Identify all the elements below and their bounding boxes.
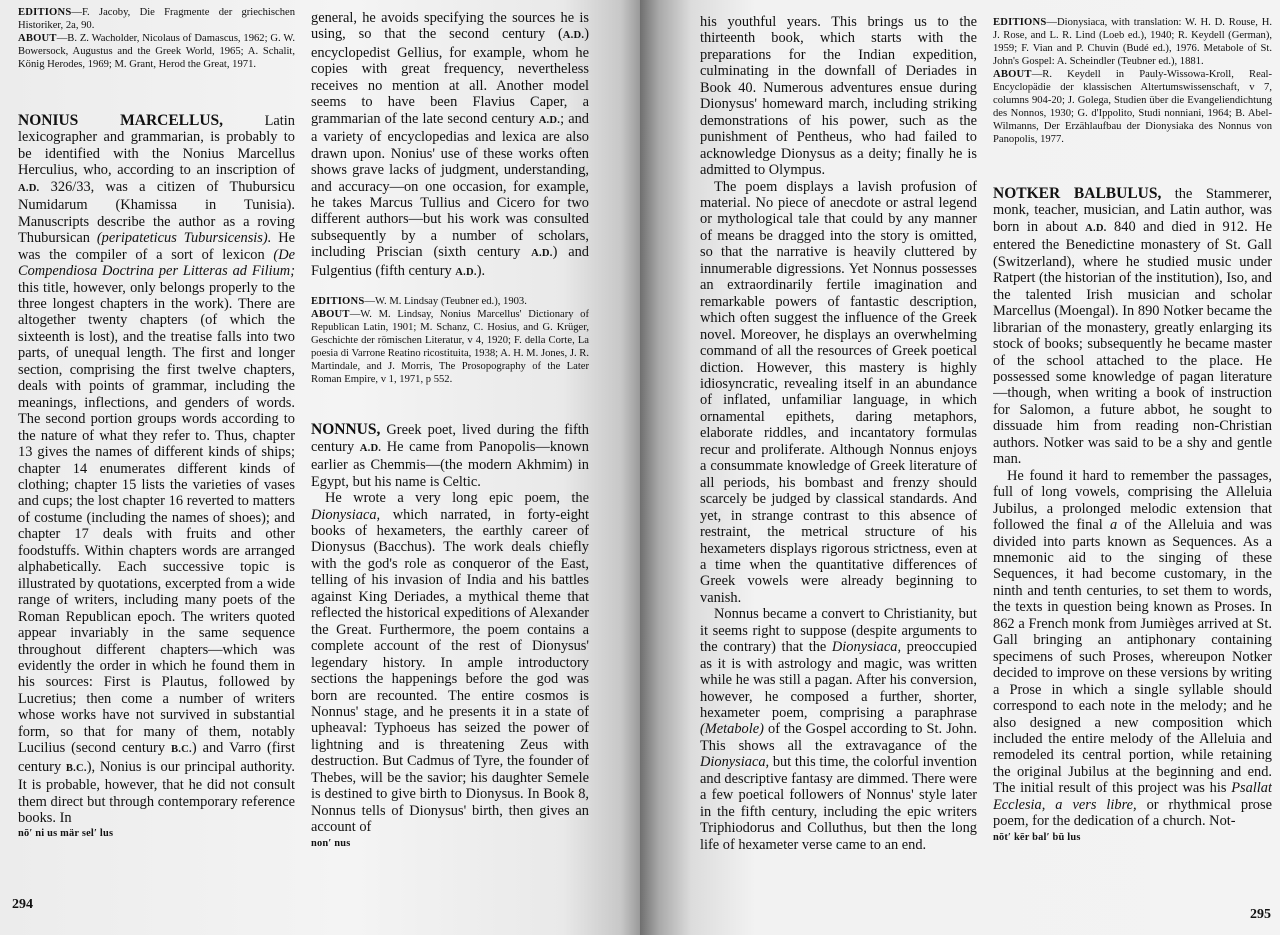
era-abbrev: A.D.: [455, 266, 477, 278]
text-run: or rhythmical prose poem, for the dedication of a church. Not-: [993, 796, 1272, 830]
bibliography-herod: [18, 6, 295, 71]
bibliography-editions: [993, 16, 1272, 68]
bibliography-editions: [311, 295, 589, 308]
era-abbrev: A.D.: [359, 442, 382, 454]
editions-label: EDITIONS: [311, 296, 365, 308]
text-run: He was the compiler of a sort of lexicon: [18, 230, 295, 263]
paragraph: The poem displays a lavish profusion of material. No piece of anecdote or astral legend or mythological tale that could by any manner of means be dragged into the story is omitted, so that the narrative is heavily cluttered by innumerable digressions. Yet Nonnus possesses an extraordinarily fertile imagination and remarkable powers of fantastic description, which often suggest the influence of the Greek novel. Moreover, he displays an overwhelming command of all the resources of Greek poetical diction. However, this mastery is highly idiosyncratic, revealing itself in an abundance of inflated, unfamiliar language, in which ornamental epithets, daring metaphors, elaborate riddles, and incantatory formulas recur and proliferate. Although Nonnus enjoys a consummate knowledge of Greek literature of all periods, his bombast and frenzy should scarcely be judged by classical standards. And yet, in strange contrast to this absence of restraint, the metrical structure of his hexameters displays rigorous strictness, even at a time when the quantitative differences of Greek vowels were already beginning to vanish.: [700, 178, 977, 606]
text-run: this title, however, only belongs properly to the three longest chapters in the work). There are altogether twenty chapters (of which the sixteenth is lost), and the treatise falls into two parts, of unequal length. The first and longer section, comprising the first twelve chapters, deals with points of grammar, including the meanings, inflections, and genders of words. The second portion groups words according to the nature of what they refer to. Thus, chapter 13 gives the names of different kinds of ships; chapter 14 enumerates different kinds of clothing; chapter 15 lists the varieties of vases and cups; the lost chapter 16 reverted to matters of costume (including the names of shoes); and chapter 17 deals with fruits and other foodstuffs. Within chapters words are arranged alphabetically. Each successive topic is illustrated by quotations, excerpted from a wide range of writers, including many poets of the Roman Republican epoch. The writers quoted appear invariably in the same sequence throughout different chapters—which was evidently the order in which he found them in his sources: First is Plautus, followed by Lucretius; then come a number of writers whose works have not survived in substantial form, so that for many of them, notably Lucilius (second century: [18, 279, 295, 757]
text-run: 840 and died in 912. He entered the Benedictine monastery of St. Gall (Switzerland), where he studied music under Ratpert (the historian of the institution), Iso, and the talented Irish musician and scholar Marcellus (Moengal). In 890 Notker became the librarian of the monastery, greatly enlarging its stock of books; subsequently he became master of the school attached to the place. He possessed some knowledge of pagan literature—though, when writing a book of instruction for Salomon, a future abbot, he sought to dissuade him from reading non-Christian authors. Notker was said to be a shy and gentle man.: [993, 218, 1272, 468]
editions-label: EDITIONS: [18, 7, 72, 18]
text-run: general, he avoids specifying the sources he is using, so that the second century (: [311, 10, 589, 43]
bibliography-nonius: [311, 295, 589, 386]
column-1: [18, 0, 295, 843]
bibliography-editions: [18, 6, 295, 32]
text-run: preoccupied as it is with astrology and magic, was written while he was still a pagan. After his conversion, however, he composed a further, shorter, hexameter poem, comprising a paraphrase: [700, 639, 977, 722]
text-run: He came from Panopolis—known earlier as Chemmis—(the modern Akhmim) in Egypt, but his name is Celtic.: [311, 438, 589, 490]
era-abbrev: A.D.: [531, 248, 553, 260]
era-abbrev: A.D.: [18, 182, 40, 194]
italic-title: Dionysiaca,: [700, 754, 770, 771]
entry-nonius-marcellus: [18, 113, 295, 843]
italic-title: (De Compendiosa Doctrina per Litteras ad Filium;: [18, 246, 295, 280]
era-abbrev: A.D.: [1085, 222, 1107, 234]
text-run: ; and a variety of encyclopedias and lexica are also drawn upon. Nonius' use of these works often shows grave lacks of judgment, understanding, and accuracy—on one occasion, for example, he takes Marcus Tullius and Cicero for two different authors—but his work was consulted subsequently by a number of scholars, including Priscian (sixth century: [311, 110, 589, 261]
page-number: 295: [1250, 907, 1271, 922]
paragraph: [700, 606, 977, 853]
editions-label: EDITIONS: [993, 17, 1047, 28]
text-run: ) and Fulgentius (fifth century: [311, 244, 589, 279]
right-page: [640, 0, 1280, 935]
text-run: which narrated, in forty-eight books of hexameters, the earthly career of Dionysus (Bacchus). The work deals chiefly with the god's role as conqueror of the East, telling of his invasion of India and his battles against King Deriades, a mythical theme that reflected the historical expeditions of Alexander the Great. Furthermore, the poem contains a complete account of the rest of Dionysus' legendary history. In ample introductory sections the happenings before the god was born are recounted. The entire cosmos is Nonnus' stage, and he presents it in a state of upheaval: Typhoeus has seized the power of lightning and is threatening Zeus with destruction. But Cadmus of Tyre, the founder of Thebes, will be the savior; his daughter Semele is destined to give birth to Dionysus. In Book 8, Nonnus tells of Dionysus' birth, then gives an account of: [311, 506, 589, 836]
paragraph: [993, 468, 1272, 830]
bibliography-about: [993, 68, 1272, 146]
entry-headword: NONNUS,: [311, 421, 381, 439]
bibliography-nonnus: [993, 16, 1272, 146]
text-run: He wrote a very long epic poem, the: [325, 490, 589, 507]
paragraph: [311, 490, 589, 836]
about-label: ABOUT: [993, 69, 1032, 80]
about-text: —R. Keydell in Pauly-Wissowa-Kroll, Real-Encyclopädie der klassischen Altertumswissenschaft, v 7, columns 904-20; J. Golega, Studien über die Evangeliendichtung des Nonnos, 1930; G. d'Ippolito, Studi nonniani, 1964; B. Abel-Wilmanns, Der Erzählaufbau der Dionysiaka des Nonnus von Panopolis, 1977.: [993, 69, 1272, 145]
text-run: the Stammerer, monk, teacher, musician, and Latin author, was born in about: [993, 186, 1272, 235]
text-run: 326/33, was a citizen of Thubursicu Numidarum (Khamissa in Tunisia). Manuscripts describe the author as a roving Thubursican: [18, 178, 295, 247]
text-run: of the Alleluia and was divided into parts known as Sequences. As a mnemonic aid to the singing of these Sequences, it had become customary, in the ninth and tenth centuries, to set them to words, the texts in question being known as Proses. In 862 a French monk from Jumièges arrived at St. Gall bringing an antiphonary containing specimens of such Proses, whereupon Notker decided to improve on these versions by writing a Prose in which a single syllable should correspond to each note in the melody; and he also designed a new composition which included the entire melody of the Alleluia and remodeled its central portion, while retaining the original Jubilus at the beginning and end. The initial result of this project was his: [993, 517, 1272, 797]
entry-nonnus: [311, 422, 589, 852]
paragraph: his youthful years. This brings us to the thirteenth book, which starts with the preparations for the Indian expedition, culminating in the downfall of Deriades in Book 40. Numerous adventures ensue during Dionysus' homeward march, including striking demonstrations of his power, such as the punishment of Pentheus, who had failed to acknowledge Dionysus as a deity; finally he is admitted to Olympus.: [700, 14, 977, 179]
paragraph-continued: [311, 10, 589, 281]
about-label: ABOUT: [311, 309, 350, 321]
era-abbrev: B.C.: [65, 762, 87, 774]
text-run: ) and Varro (first century: [18, 740, 295, 775]
text-run: ).: [476, 262, 486, 279]
column-3: [700, 0, 977, 853]
editions-text: —F. Jacoby, Die Fragmente der griechischen Historiker, 2a, 90.: [18, 7, 295, 31]
italic-title: (Metabole): [700, 721, 764, 738]
italic-title: Dionysiaca,: [831, 639, 902, 656]
pronunciation: nō′ ni us mär sel′ lus: [18, 828, 114, 840]
entry-notker-balbulus: [993, 186, 1272, 846]
era-abbrev: A.D.: [538, 114, 561, 126]
pronunciation: non′ nus: [311, 837, 351, 849]
era-abbrev: A.D.: [562, 30, 585, 42]
text-run: ), Nonius is our principal authority. It is probable, however, that he did not consult them direct but through contemporary reference books. In: [18, 758, 295, 827]
text-run: Nonnus became a convert to Christianity, but it seems right to suppose (despite arguments to the contrary) that the: [700, 606, 977, 656]
italic-title: Dionysiaca,: [311, 506, 381, 523]
text-run: ) encyclopedist Gellius, for example, whom he copies with great frequency, nevertheless receives no mention at all. Another model seems to have been Flavius Caper, a grammarian of the late second century: [311, 26, 589, 127]
about-text: —B. Z. Wacholder, Nicolaus of Damascus, 1962; G. W. Bowersock, Augustus and the Greek World, 1965; A. Schalit, König Herodes, 1969; M. Grant, Herod the Great, 1971.: [18, 33, 295, 70]
paragraph: [18, 113, 295, 826]
column-4: [993, 0, 1272, 846]
paragraph: [993, 186, 1272, 468]
about-text: —W. M. Lindsay, Nonius Marcellus' Dictionary of Republican Latin, 1901; M. Schanz, C. Hosius, and G. Krüger, Geschichte der römischen Literatur, v 4, 1920; F. della Corte, La poesia di Varrone Reatino ricostituita, 1938; A. H. M. Jones, J. R. Martindale, and J. Morris, The Prosopography of the Later Roman Empire, v 1, 1971, p 552.: [311, 309, 589, 386]
entry-headword: NONIUS MARCELLUS,: [18, 112, 224, 129]
editions-text: —Dionysiaca, with translation: W. H. D. Rouse, H. J. Rose, and L. R. Lind (Loeb ed.), 1940; R. Keydell (German), 1959; F. Vian and P. Chuvin (Budé ed.), 1976. Metabole of St. John's Gospel: A. Scheindler (Teubner ed.), 1881.: [993, 17, 1272, 67]
text-run: He found it hard to remember the passages, full of long vowels, comprising the Alleluia Jubilus, a prolonged melodic extension that followed the final: [993, 467, 1272, 534]
page-number: 294: [12, 897, 33, 912]
italic-title: Psallat Ecclesia, a vers libre,: [993, 780, 1272, 813]
italic-title: a: [1110, 517, 1118, 534]
text-run: Greek poet, lived during the fifth century: [311, 422, 589, 455]
text-run: Latin lexicographer and grammarian, is probably to be identified with the Nonius Marcellus Herculius, who, according to an inscription of: [18, 113, 295, 179]
text-run: of the Gospel according to St. John. This shows all the extravagance of the: [700, 721, 977, 754]
bibliography-about: [18, 32, 295, 71]
italic-title: (peripateticus Tubursicensis).: [96, 230, 272, 247]
editions-text: —W. M. Lindsay (Teubner ed.), 1903.: [364, 296, 527, 308]
pronunciation: nōt′ kēr bal′ bū lus: [993, 831, 1081, 843]
entry-headword: NOTKER BALBULUS,: [993, 185, 1162, 202]
era-abbrev: B.C.: [171, 744, 192, 756]
about-label: ABOUT: [18, 33, 57, 44]
bibliography-about: [311, 308, 589, 386]
text-run: but this time, the colorful invention and descriptive fantasy are dimmed. There were a few poetical followers of Nonnus' style later in the fifth century, including the epic writers Triphiodorus and Colluthus, but then the long life of hexameter verse came to an end.: [700, 754, 977, 853]
paragraph: [311, 422, 589, 490]
column-2: [311, 0, 589, 852]
